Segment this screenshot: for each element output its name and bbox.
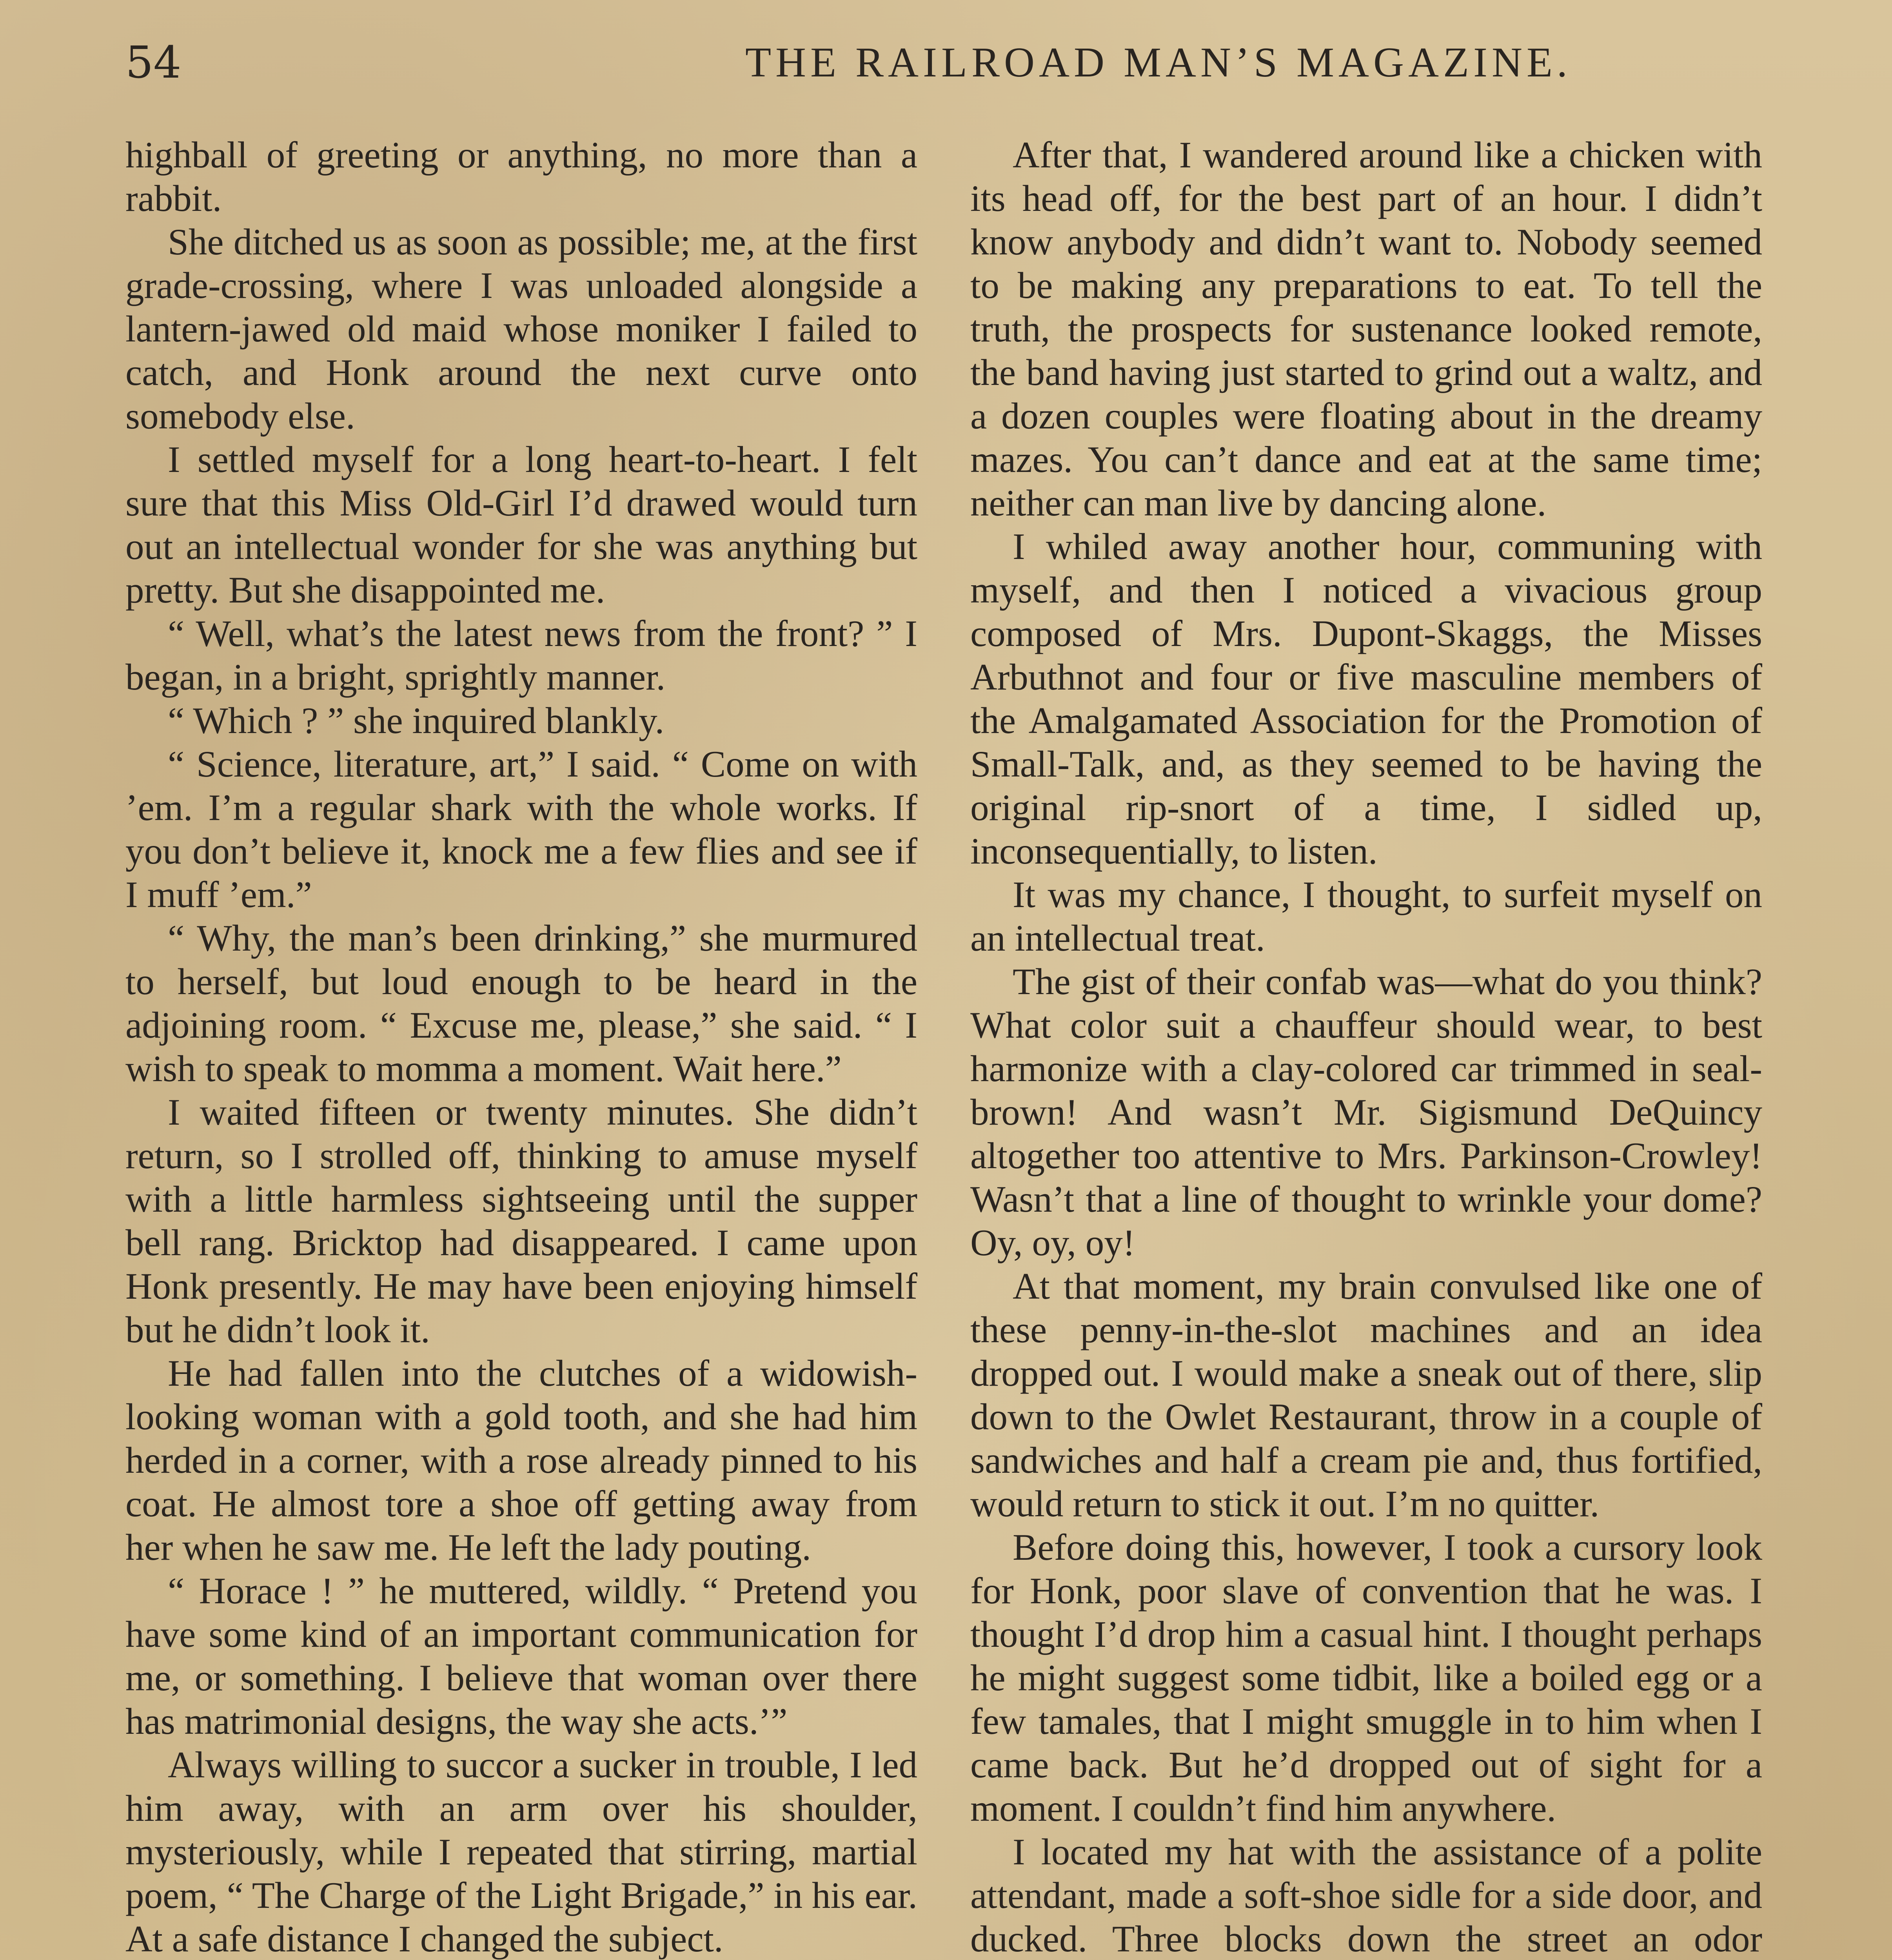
left-column (125, 133, 917, 1960)
paragraph: I located my hat with the assistance of a polite attendant, made a soft-shoe sidle for a side door, and ducked. Three blocks down the street an odor (970, 1831, 1762, 1960)
paragraph: “ Horace ! ” he muttered, wildly. “ Pretend you have some kind of an important communication for me, or something. I believe that woman over there has matrimonial designs, the way she acts.’” (125, 1570, 917, 1742)
paragraph: After that, I wandered around like a chicken with its head off, for the best part of an hour. I didn’t know anybody and didn’t want to. Nobody seemed to be making any preparations to eat. To tell the truth, the prospects for sustenance looked remote, the band having just started to grind out a waltz, and a dozen couples were floating about in the dreamy mazes. You can’t dance and eat at the same time; neither can man live by dancing alone. (970, 134, 1762, 524)
running-head: THE RAILROAD MAN’S MAGAZINE. (745, 39, 1572, 86)
page-number: 54 (125, 37, 182, 88)
paragraph: Always willing to succor a sucker in trouble, I led him away, with an arm over his shoulder, mysteriously, while I repeated that stirring, martial poem, “ The Charge of the Light Brigade,” in his ear. At a safe distance I changed the subject. (125, 1744, 917, 1960)
paragraph: I settled myself for a long heart-to-heart. I felt sure that this Miss Old-Girl I’d drawed would turn out an intellectual wonder for she was anything but pretty. But she disappointed me. (125, 439, 917, 611)
paragraph: He had fallen into the clutches of a widowish-looking woman with a gold tooth, and she had him herded in a corner, with a rose already pinned to his coat. He almost tore a shoe off getting away from her when he saw me. He left the lady pouting. (125, 1352, 917, 1568)
paragraph: The gist of their confab was—what do you think? What color suit a chauffeur should wear, to best harmonize with a clay-colored car trimmed in seal-brown! And wasn’t Mr. Sigismund DeQuincy altogether too attentive to Mrs. Parkinson-Crowley! Wasn’t that a line of thought to wrinkle your dome? Oy, oy, oy! (970, 961, 1762, 1263)
paragraph: I whiled away another hour, communing with myself, and then I noticed a vivacious group composed of Mrs. Dupont-Skaggs, the Misses Arbuthnot and four or five masculine members of the Amalgamated Association for the Promotion of Small-Talk, and, as they seemed to be having the original rip-snort of a time, I sidled up, inconsequentially, to listen. (970, 526, 1762, 872)
paragraph: I waited fifteen or twenty minutes. She didn’t return, so I strolled off, thinking to amuse myself with a little harmless sightseeing until the supper bell rang. Bricktop had disappeared. I came upon Honk presently. He may have been enjoying himself but he didn’t look it. (125, 1091, 917, 1350)
page-header (125, 33, 1780, 100)
paragraph: At that moment, my brain convulsed like one of these penny-in-the-slot machines and an idea dropped out. I would make a sneak out of there, slip down to the Owlet Restaurant, throw in a couple of sandwiches and half a cream pie and, thus fortified, would return to stick it out. I’m no quitter. (970, 1265, 1762, 1524)
paragraph: “ Which ? ” she inquired blankly. (168, 700, 665, 741)
paragraph: Before doing this, however, I took a cursory look for Honk, poor slave of convention that he was. I thought I’d drop him a casual hint. I thought perhaps he might suggest some tidbit, like a boiled egg or a few tamales, that I might smuggle in to him when I came back. But he’d dropped out of sight for a moment. I couldn’t find him anywhere. (970, 1526, 1762, 1829)
paragraph: It was my chance, I thought, to surfeit myself on an intellectual treat. (970, 874, 1762, 959)
paragraph: highball of greeting or anything, no more than a rabbit. (125, 134, 917, 219)
paragraph: “ Science, literature, art,” I said. “ Come on with ’em. I’m a regular shark with the whole works. If you don’t believe it, knock me a few flies and see if I muff ’em.” (125, 743, 917, 915)
paragraph: “ Well, what’s the latest news from the front? ” I began, in a bright, sprightly manner. (125, 613, 917, 698)
paragraph: “ Why, the man’s been drinking,” she murmured to herself, but loud enough to be heard in the adjoining room. “ Excuse me, please,” she said. “ I wish to speak to momma a moment. Wait here.” (125, 917, 917, 1089)
right-column (970, 133, 1762, 1960)
paragraph: She ditched us as soon as possible; me, at the first grade-crossing, where I was unloaded alongside a lantern-jawed old maid whose moniker I failed to catch, and Honk around the next curve onto somebody else. (125, 221, 917, 437)
